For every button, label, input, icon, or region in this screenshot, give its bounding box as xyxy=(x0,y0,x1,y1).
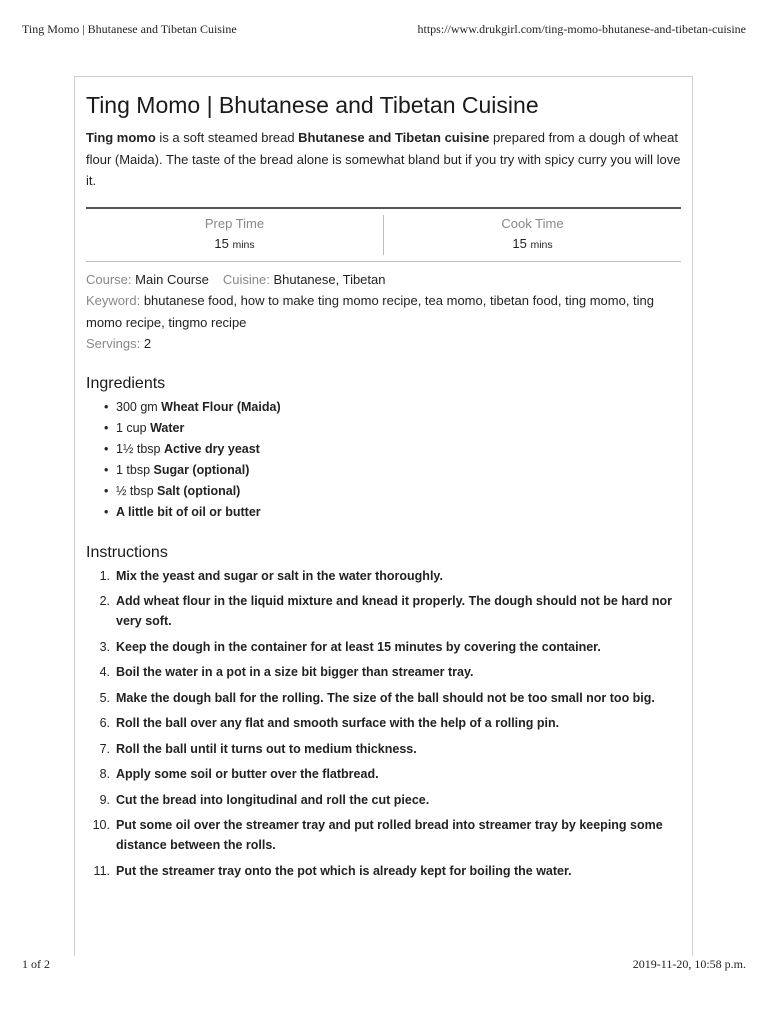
print-header xyxy=(22,22,746,38)
step-text: Mix the yeast and sugar or salt in the water thoroughly. xyxy=(116,568,443,583)
servings-line xyxy=(86,333,681,355)
summary-text-2: prepared from a dough of wheat flour (Maida). The taste of the bread alone is somewhat bland but if you try with spicy curry you will love it. xyxy=(86,130,681,188)
instruction-step xyxy=(86,815,681,855)
course-value: Main Course xyxy=(135,271,209,287)
ingredient-item xyxy=(104,418,681,439)
cuisine-value: Bhutanese, Tibetan xyxy=(273,271,386,287)
step-number: 9. xyxy=(99,792,110,807)
recipe-meta xyxy=(86,269,681,355)
step-text: Add wheat flour in the liquid mixture and knead it properly. The dough should not be hard nor very soft. xyxy=(116,594,673,628)
step-text: Put some oil over the streamer tray and put rolled bread into streamer tray by keeping some distance between the rolls. xyxy=(116,818,663,852)
bullet-icon: • xyxy=(104,462,109,477)
ingredient-name: Salt (optional) xyxy=(157,483,241,498)
step-number: 1. xyxy=(99,568,110,583)
ingredient-name: Active dry yeast xyxy=(163,441,260,456)
recipe-content xyxy=(86,77,681,886)
prep-time-number: 15 xyxy=(214,235,229,251)
print-footer xyxy=(22,957,746,973)
step-number: 2. xyxy=(99,594,110,608)
ingredient-amount: 1 cup xyxy=(116,420,151,435)
recipe-card xyxy=(74,76,693,956)
step-number: 5. xyxy=(99,690,110,705)
ingredient-item xyxy=(104,460,681,481)
cook-time-number: 15 xyxy=(512,235,527,251)
instruction-step xyxy=(86,861,681,881)
step-text: Roll the ball over any flat and smooth surface with the help of a rolling pin. xyxy=(116,716,560,730)
instruction-step xyxy=(86,764,681,784)
bullet-icon: • xyxy=(104,399,109,414)
ingredients-list xyxy=(86,397,681,523)
recipe-times xyxy=(86,207,681,262)
ingredient-amount: 1½ tbsp xyxy=(116,441,164,456)
page-number: 1 of 2 xyxy=(22,957,50,971)
summary-text-1: is a soft steamed bread xyxy=(155,130,299,145)
instruction-step xyxy=(86,790,681,810)
step-number: 11. xyxy=(93,863,110,878)
instruction-step xyxy=(86,637,681,657)
step-text: Make the dough ball for the rolling. The size of the ball should not be too small nor too big. xyxy=(116,690,655,705)
keyword-line xyxy=(86,290,681,333)
step-text: Put the streamer tray onto the pot which is already kept for boiling the water. xyxy=(116,863,572,878)
recipe-title: Ting Momo | Bhutanese and Tibetan Cuisine xyxy=(86,92,539,118)
prep-time xyxy=(86,215,384,255)
bullet-icon: • xyxy=(104,504,109,519)
instruction-step xyxy=(86,591,681,631)
ingredient-item xyxy=(104,397,681,418)
step-number: 7. xyxy=(99,741,110,756)
print-header-title: Ting Momo | Bhutanese and Tibetan Cuisine xyxy=(22,22,237,36)
instruction-step xyxy=(86,739,681,759)
cuisine-label: Cuisine: xyxy=(222,271,270,287)
ingredient-item xyxy=(104,502,681,523)
step-number: 10. xyxy=(92,818,110,832)
instructions-list xyxy=(86,566,681,881)
ingredient-amount: 1 tbsp xyxy=(116,462,154,477)
course-cuisine-line xyxy=(86,269,681,291)
cook-time xyxy=(384,215,681,255)
course-label: Course: xyxy=(86,271,132,287)
keyword-label: Keyword: xyxy=(86,293,141,308)
ingredients-heading: Ingredients xyxy=(86,374,166,392)
step-number: 4. xyxy=(99,665,110,679)
servings-label: Servings: xyxy=(86,336,141,351)
print-header-url[interactable]: https://www.drukgirl.com/ting-momo-bhutanese-and-tibetan-cuisine xyxy=(417,22,746,36)
step-text: Keep the dough in the container for at least 15 minutes by covering the container. xyxy=(116,639,601,654)
recipe-summary xyxy=(86,127,681,192)
keyword-value: bhutanese food, how to make ting momo recipe, tea momo, tibetan food, ting momo, ting momo recipe, tingmo recipe xyxy=(86,293,655,330)
step-text: Roll the ball until it turns out to medium thickness. xyxy=(116,741,417,756)
summary-cuisine: Bhutanese and Tibetan cuisine xyxy=(298,130,490,145)
instruction-step xyxy=(86,662,681,682)
prep-time-value xyxy=(86,236,383,251)
cook-time-unit: mins xyxy=(530,238,553,251)
prep-time-unit: mins xyxy=(232,238,255,251)
instruction-step xyxy=(86,713,681,733)
ingredient-amount: ½ tbsp xyxy=(116,483,157,498)
cook-time-label: Cook Time xyxy=(501,215,564,231)
cook-time-value xyxy=(384,236,681,251)
ingredient-item xyxy=(104,481,681,502)
instruction-step xyxy=(86,688,681,708)
step-number: 8. xyxy=(99,767,110,781)
step-text: Boil the water in a pot in a size bit bigger than streamer tray. xyxy=(116,665,474,679)
prep-time-label: Prep Time xyxy=(204,215,265,231)
step-text: Apply some soil or butter over the flatbread. xyxy=(116,767,379,781)
print-datetime: 2019-11-20, 10:58 p.m. xyxy=(632,957,746,971)
servings-value: 2 xyxy=(143,336,152,351)
step-number: 3. xyxy=(99,639,110,654)
instructions-heading: Instructions xyxy=(86,543,168,561)
bullet-icon: • xyxy=(104,420,109,435)
instruction-step xyxy=(86,566,681,586)
step-text: Cut the bread into longitudinal and roll the cut piece. xyxy=(116,792,430,807)
ingredient-item xyxy=(104,439,681,460)
summary-dish-name: Ting momo xyxy=(86,130,156,145)
step-number: 6. xyxy=(99,716,110,730)
bullet-icon: • xyxy=(104,483,109,498)
ingredient-amount: 300 gm xyxy=(116,399,162,414)
ingredient-name: Wheat Flour (Maida) xyxy=(161,399,281,414)
ingredient-name: Water xyxy=(150,420,185,435)
bullet-icon: • xyxy=(104,441,109,456)
ingredient-name: A little bit of oil or butter xyxy=(116,504,261,519)
ingredient-name: Sugar (optional) xyxy=(153,462,250,477)
